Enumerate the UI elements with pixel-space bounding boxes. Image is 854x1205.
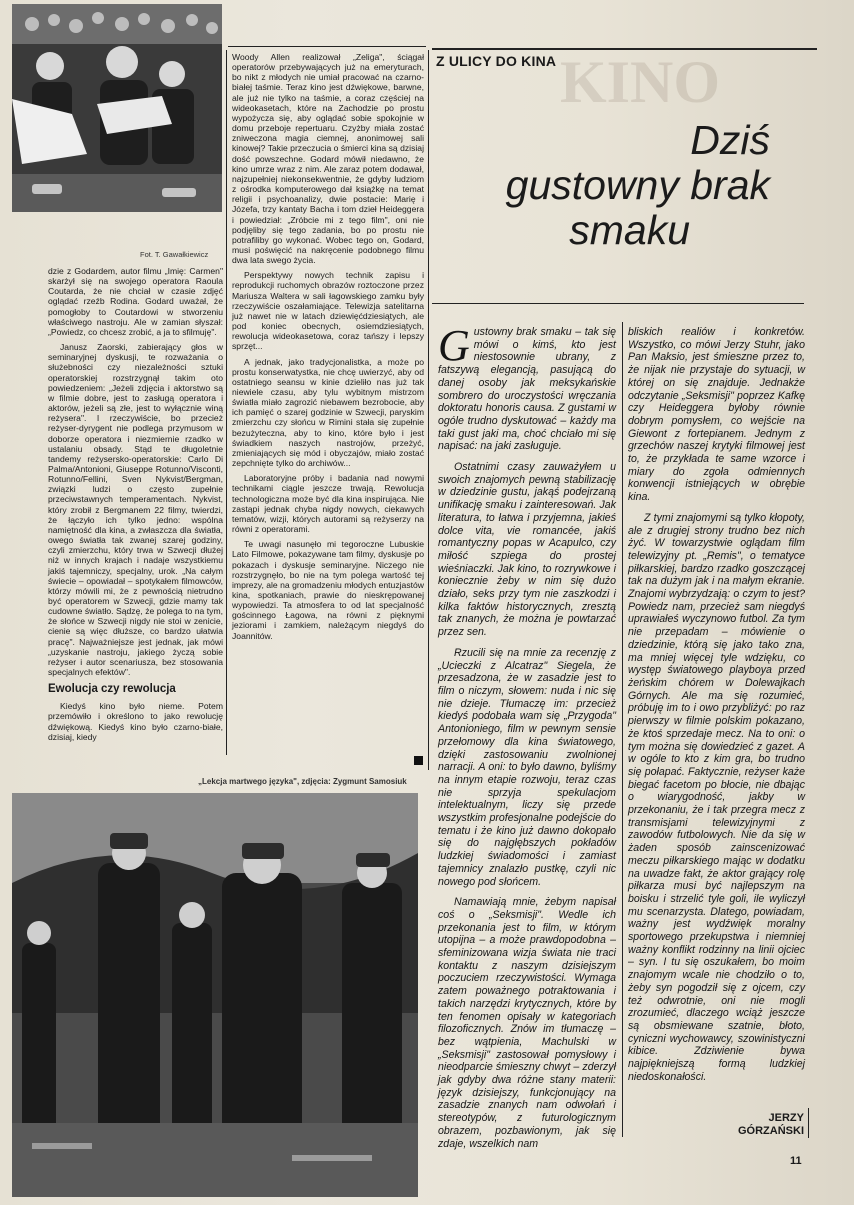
headline-bottom-rule: [432, 303, 804, 304]
col1-paragraph-1: dzie z Godardem, autor filmu „Imię: Carmen" skarżył się na swojego operatora Raoula Coutarda, że nie chciał w czasie zdjęć oglądać rzeźb Rodina. Godard uważał, że pomogłoby to Coutardowi w stworzeniu właściwego nastroju. Ale w zamian słyszał: „Powiedz, co chcesz zrobić, a ja to sfilmuję".: [48, 266, 223, 337]
headline: [440, 118, 770, 253]
photo-top-crowd: [12, 4, 222, 212]
col4-paragraph-2: Z tymi znajomymi są tylko kłopoty, ale z drugiej strony trudno bez nich żyć. W towarzystwie oglądam film telewizyjny pt. „Remis", o tematyce piłkarskiej, bardzo rzadko goszczącej tak na dużym jak i na małym ekranie. Znajomi wybrzydzają: o czym to jest? Powiedz nam, przecież sam niegdyś uprawiałeś wyczynowo futbol. Za tym nie przepadam – mówienie o dziedzinie, którą się jako tako zna, ma mniej więcej tyle wdzięku, co występ światowego playboya przed żeńskim chórem w Dolewajkach Górnych. Ale ma się rozumieć, próbuję im to i owo przybliżyć: po raz pierwszy w filmie polskim pokazano, że ktoś sprzedaje mecz. Na to oni: o tym można się dowiedzieć z gazet. A w ogóle to kto z kim gra, bo trudno się połapać. Faktycznie, reżyser każe biegać facetom po błocie, nie dbając o wiarygodność, jakby w przekonaniu, że i tak przegra mecz z transmisjami telewizyjnymi z zawodów futbolowych. Nie da się w żaden sposób zainscenizować meczu piłkarskiego mając w dodatku na uwadze fakt, że aktor grający rolę piłkarza musi być najlepszym na boisku i strzelić tyle goli, ile wyliczył mu scenarzysta. Dlatego, powiadam, ważny jest wydźwięk moralny sportowego przekupstwa i niemniej ważny konflikt rodzinny na linii ojciec – syn. I tu się oszukałem, bo moim znajomym wcale nie chodziło o to, żeby syn pogodził się z ojcem, czy też odwrotnie, oni nie mogli zrozumieć, dlaczego wciąż jeszcze są obsmiewane szatnie, błoto, cyniczni wychowawcy, szowinistyczni kibice. Zdziwienie bywa najpiękniejszą formą ludzkiej niedoskonałości.: [628, 511, 805, 1083]
headline-line-2: gustowny brak: [505, 162, 770, 208]
author-first-name: JERZY: [768, 1112, 804, 1124]
col2-paragraph-4: Laboratoryjne próby i badania nad nowymi technikami ciągle jeszcze trwają. Rewolucja technologiczna może być dla kina inspirująca. Nie zastąpi jednak chyba nigdy nowych, ciekawych tematów, wizji, których autorami są reżyserzy na równi z operatorami.: [232, 473, 424, 535]
author-signature: [700, 1112, 804, 1138]
article-column-4: [628, 326, 805, 1083]
headline-line-1: Dziś: [690, 117, 770, 163]
col1-paragraph-2: Janusz Zaorski, zabierający głos w seminaryjnej dyskusji, te rozważania o służebności czy niezależności sztuki operatorskiej rozstrzygnął takim oto powiedzeniem: „Jeżeli zdjęcia i aktorstwo są w filmie dobre, jest to zasługą operatora i aktorów, jeżeli są złe, jest to wyłącznie winą reżysera". I rzeczywiście, bo przecież reżyser-dyrygent nie podlega przymusom w doborze operatora i niezmiernie rzadko w ustalaniu obsady. Stąd te długoletnie tandemy reżysersko-operatorskie: Carlo Di Palma/Antonioni, Giuseppe Rotunno/Visconti, Rotunno/Fellini, Sven Nykvist/Bergman, związki ludzi o często zupełnie przeciwstawnych temperamentach. Nykvist, który zrobił z Bergmanem 22 filmy, twierdzi, że łączyło ich tylko jedno: wspólna namiętność dla kina, a zwłaszcza dla światła, owego światła tak zwanej szarej godziny, czyli zmierzchu, który trwa w Szwecji dłużej niż w innych krajach i nadaje wszystkiemu jakiś tajemniczy, specjalny, urok. „Na całym świecie – opowiadał – spotykałem filmowców, którzy mówili mi, że z pewnością nietrudno być operatorem w Szwecji, gdzie mamy tak cudowne światło. Sądzę, że polega to na tym, że słońce w Szwecji nigdy nie stoi w zenicie, cienie są więc dłuższe, co bardzo ułatwia pracę". Najważniejsze jest jednak, jak mówi „uzyskanie nastroju, jakiego życzą sobie reżyser i autor scenariusza, bez stosowania specjalnych efektów".: [48, 342, 223, 678]
show-through-ghost: KINO: [560, 49, 721, 115]
col4-paragraph-1: bliskich realiów i konkretów. Wszystko, co mówi Jerzy Stuhr, jako Pan Maksio, jest śmieszne przez to, że nijak nie przystaje do sytuacji, w której on się znajduje. Jednakże odczytanie „Seksmisji" poprzez Kafkę czy Heideggera byłoby równie dobrym pomysłem, co wejście na Giewont z fortepianem. Jednym z grzechów naszej krytyki filmowej jest to, że przykłada te same wzorce i miary do zgoła odmiennych konwencji istniejących w obrębie kina.: [628, 326, 805, 504]
article-end-mark: [414, 756, 423, 765]
headline-line-3: smaku: [569, 207, 690, 253]
photo-bottom-caption: „Lekcja martwego języka", zdjęcia: Zygmunt Samosiuk: [198, 777, 407, 786]
photo-top-credit: Fot. T. Gawałkiewicz: [140, 250, 209, 259]
section-label: Z ULICY DO KINA: [436, 53, 557, 69]
lead-paragraph-1-text: ustowny brak smaku – tak się mówi o kimś, kto jest niestosownie ubrany, z fatszywą elegancją, pasującą do danej osoby jak meksykańskie sombrero do uroczystości wręczania doktoratu honoris causa. Z gustami w ogóle trudno dyskutować – każdy ma taki gust jaki ma, choć chciało mi się napisać: na jaki zasługuje.: [438, 326, 616, 453]
column-rule-2: [428, 50, 429, 770]
col2-top-rule: [228, 46, 426, 47]
lead-paragraph-4: Namawiają mnie, żebym napisał coś o „Seksmisji". Wedle ich przekonania jest to film, w którym utopijna – a może prawdopodobna – sfeminizowana wizja świata nie traci kontaktu z naszym dzisiejszym poczuciem rzeczywistości. Wymaga zatem poważnego potraktowania i takich narzędzi krytycznych, które by ten fenomen opisały w kategoriach filozoficznych. Znów im tłumaczę – bez wątpienia, Machulski w „Seksmisji" zastosował pomysłowy i nieodparcie śmieszny chwyt – zderzył jak gdyby dwa różne stany materii: język dzisiejszy, funkcjonujący na zasadzie znanych nam odwołań i stereotypów, z futurologicznym obrazem, pozbawionym, jak się zdaje, wszelkich nam: [438, 896, 616, 1150]
col1-subhead: Ewolucja czy rewolucja: [48, 683, 176, 696]
page-number: 11: [790, 1155, 802, 1167]
lead-paragraph-3: Rzucili się na mnie za recenzję z „Ucieczki z Alcatraz" Siegela, że przesadzona, że w zasadzie jest to film o niczym, słowem: nuda i nic się nie dzieje. Tłumaczę im: przecież kiedyś podobała wam się „Przygoda" Antonioniego, film w pewnym sensie przełomowy dla kina światowego, dzięki zastosowaniu zwolnionej narracji. A oni: to było dawno, byliśmy na innym etapie rozwoju, teraz czas nie sprzyja spekulacjom intelektualnym, liczy się przede wszystkim profesjonalne podejście do tematu i że kino już dawno dokopało się do najgłębszych pokładów ludzkiej świadomości i zamiast tajemnicy znalazło pustkę, czyli nic nowego pod słońcem.: [438, 646, 616, 888]
article-column-1: [48, 266, 223, 742]
article-column-2: [232, 52, 424, 641]
lead-paragraph-1: [438, 321, 616, 453]
col1-paragraph-3: Kiedyś kino było nieme. Potem przemówiło i określono to jako rewolucję dźwiękową. Kiedyś kino było czarno-białe, dzisiaj, kiedy: [48, 701, 223, 742]
col2-paragraph-1: Woody Allen realizował „Zeliga", ściągał operatorów przebywających już na emeryturach, bo nikt z młodych nie umiał pracować na czarno-białej taśmie. Teraz kino jest dźwiękowe, barwne, ale już nie tylko na taśmie, a coraz częściej na wideokasetach, które na Zachodzie po prostu wypożycza się, aby oglądać sobie spokojnie w domu przeboje repertuaru. Czyżby miała zostać zniweczona magia ciemnej, anonimowej sali kinowej? Takie przeczucia o śmierci kina są dzisiaj dość powszechne. Godard mówił niedawno, że kino umrze wraz z nim. Ale zaraz potem dodawał, najzupełniej niekonsekwentnie, że gdyby ludziom z ośrodka komputerowego dał książkę na temat religii i psychoanalizy, dwie postacie: Marię i Józefa, trzy kantaty Bacha i tom dzieł Heideggera i powiedział: „Zróbcie mi z tego film", oni nie podjęliby się tego zadania, bo po prostu nie potrafiliby go wykonać. Wobec tego on, Godard, musi poświęcić na nakręcenie podobnego filmu dwa lata swego życia.: [232, 52, 424, 266]
col2-paragraph-2: Perspektywy nowych technik zapisu i reprodukcji ruchomych obrazów roztoczone przez Mariusza Waltera w sali łagowskiego zamku były rzeczywiście oszałamiające. Telewizja satelitarna już nawet nie w latach dziewięćdziesiątych, ale pod koniec obecnych, osiemdziesiątych, rewolucja wideokasetowa, coraz tańszy i lepszy sprzęt...: [232, 270, 424, 352]
col2-paragraph-5: Te uwagi nasunęło mi tegoroczne Lubuskie Lato Filmowe, pokazywane tam filmy, dyskusje po pokazach i dyskusje seminaryjne. Niczego nie rozstrzygnęło, bo nie na tym polega wartość tej imprezy, ale na gromadzeniu młodych entuzjastów kina, spotkaniach, prawie do nieskrępowanej wypowiedzi. Ta atmosfera to od lat specjalność gościnnego Łagowa, na równi z pięknymi jeziorami i zamkiem, należącym niegdyś do Joannitów.: [232, 539, 424, 641]
author-last-name: GÓRZAŃSKI: [738, 1125, 804, 1137]
lead-column: [438, 321, 616, 1150]
photo-bottom-soldiers: [12, 793, 418, 1197]
column-rule-3: [622, 322, 623, 1137]
crowd-illustration: [12, 4, 222, 212]
lead-paragraph-2: Ostatnimi czasy zauważyłem u swoich znajomych pewną stabilizację w dziedzinie gustu, jakąś podejrzaną unifikację smaku i zainteresowań. Jak literatura, to łatwa i przyjemna, jakieś dolce vita, vie romancée, jakiś romantyczny popas w Acapulco, czy miłość szpiega do prostej wieśniaczki. Jak kino, to rozrywkowe i koniecznie żeby w nim się dużo działo, seks przy tym nie zaszkodzi i kilka faktów historycznych, zresztą tak znanych, że można je powtarzać przez sen.: [438, 461, 616, 639]
signature-rule: [808, 1108, 809, 1138]
soldiers-illustration: [12, 793, 418, 1197]
section-top-rule: [432, 48, 817, 50]
drop-cap: G: [438, 321, 470, 370]
column-rule-1: [226, 50, 227, 755]
col2-paragraph-3: A jednak, jako tradycjonalistka, a może po prostu konserwatystka, nie chcę uwierzyć, aby od ostatniego seansu w kinie dzieliło nas już tak niewiele czasu, aby tylu wybitnym mistrzom światła miało zagrozić niebawem bezrobocie, aby ich pamięć o szarej godzinie w Szwecji, paryskim zmierzchu czy słońcu w Rimini stała się zupełnie bezużyteczna, aby to kino, które było i jest świadkiem naszych nastrojów, przeżyć, zmieniających się mód i obyczajów, miało zostać zepchnięte tylko do archiwów...: [232, 356, 424, 469]
